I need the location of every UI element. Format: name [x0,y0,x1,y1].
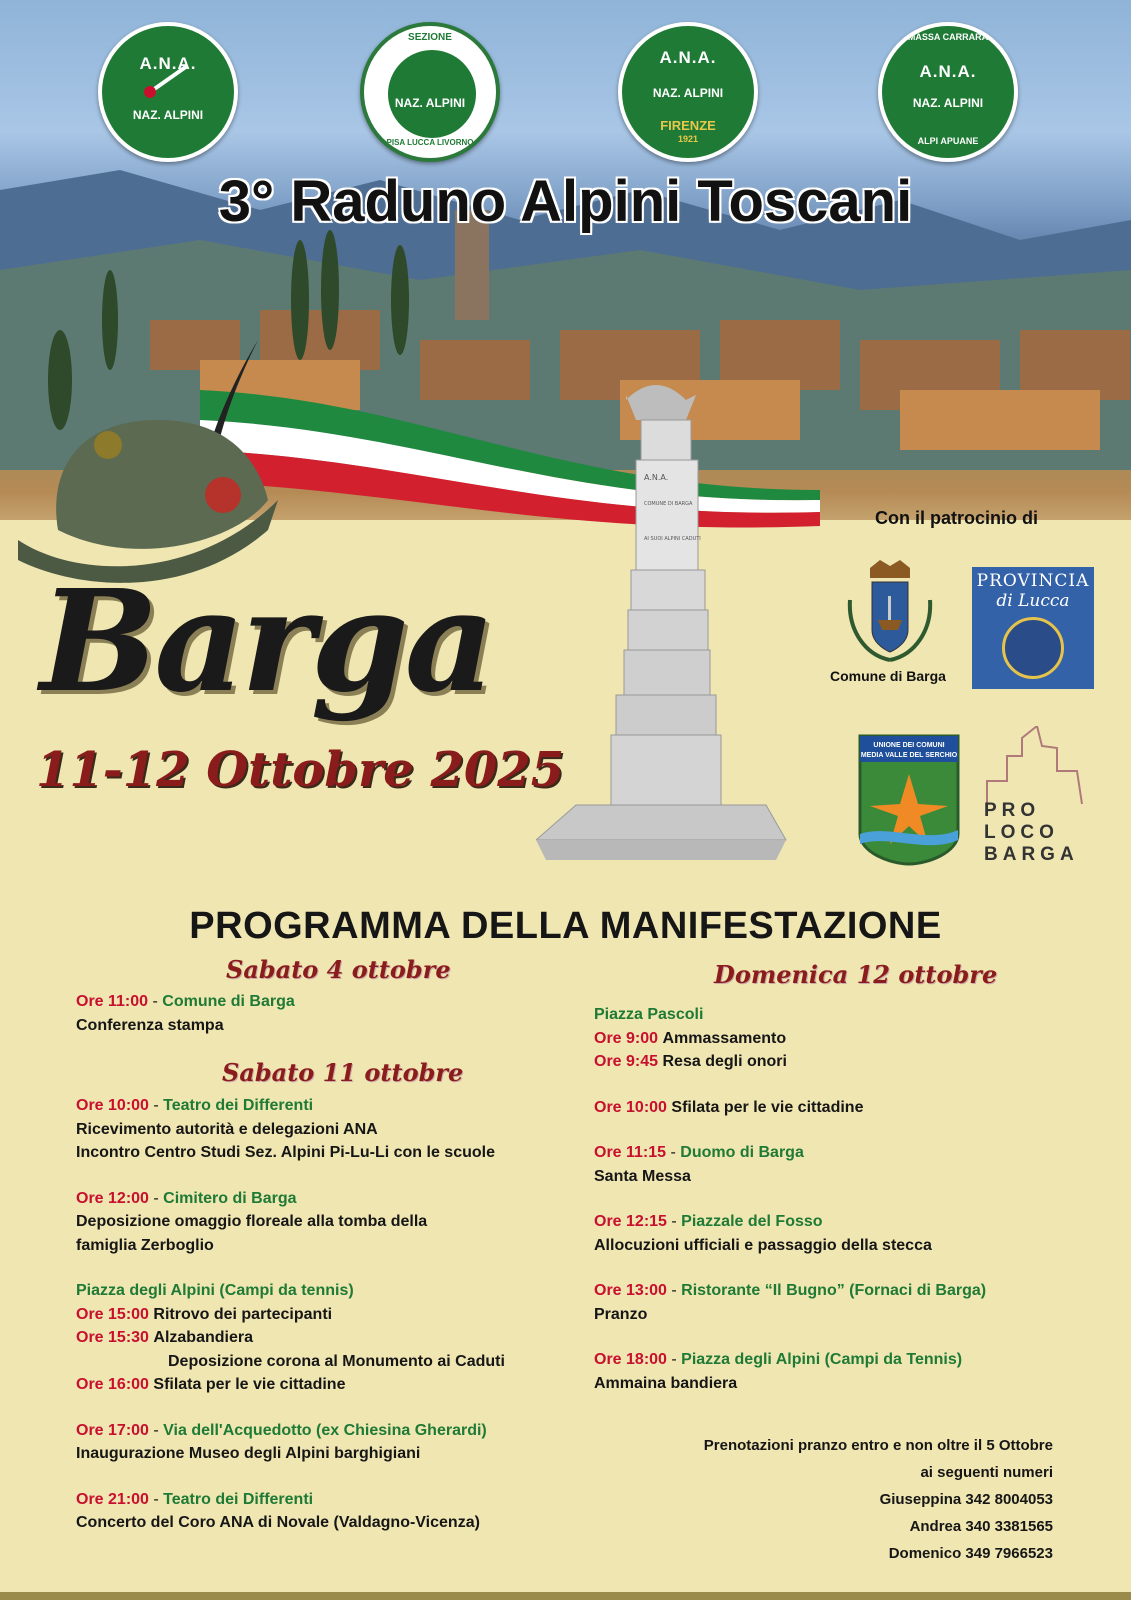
bottom-border [0,1592,1131,1600]
event-description: Sfilata per le vie cittadine [671,1098,864,1116]
schedule-line: Ore 13:00 - Ristorante “Il Bugno” (Fornaci di Barga) [594,1282,987,1299]
ana-national-logo [98,22,238,162]
schedule-line: Ore 11:00 - Comune di Barga [76,993,295,1010]
event-description: Pranzo [594,1305,648,1323]
svg-text:AI SUOI ALPINI CADUTI: AI SUOI ALPINI CADUTI [644,536,701,542]
event-time: Ore 17:00 [76,1421,149,1439]
war-memorial-illustration [536,380,796,880]
provincia-title: PROVINCIA [976,571,1090,591]
event-description: Ritrovo dei partecipanti [153,1305,333,1323]
event-time: Ore 13:00 [594,1282,667,1299]
event-description: Ammassamento [662,1029,787,1047]
event-description: Deposizione omaggio floreale alla tomba della [76,1213,428,1230]
schedule-left-day2 [76,1094,596,1535]
booking-line: Prenotazioni pranzo entro e non oltre il 5 Ottobre [703,1437,1053,1454]
schedule-line: Ore 17:00 - Via dell'Acquedotto (ex Chiesina Gherardi) [76,1421,487,1439]
svg-text:UNIONE DEI COMUNI: UNIONE DEI COMUNI [873,742,945,749]
event-time: Ore 9:00 [594,1029,659,1047]
schedule-line: Ore 12:15 - Piazzale del Fosso [594,1213,823,1230]
event-description: Concerto del Coro ANA di Novale (Valdagno-Vicenza) [76,1514,480,1531]
event-place: Via dell'Acquedotto (ex Chiesina Gherardi) [163,1421,487,1439]
ana-section-firenze-logo [618,22,758,162]
proloco-text: PRO LOCO BARGA [984,800,1079,865]
schedule-line: Ore 12:00 - Cimitero di Barga [76,1189,297,1207]
event-time: Ore 21:00 [76,1490,149,1508]
booking-line: ai seguenti numeri [920,1464,1053,1481]
schedule-line [594,1027,1094,1051]
event-place: Piazza degli Alpini (Campi da tennis) [76,1282,354,1299]
day-heading-11-october: Sabato 11 ottobre [222,1058,464,1087]
booking-info [704,1432,1053,1567]
event-description: Alzabandiera [153,1329,253,1346]
event-title: 3° Raduno Alpini Toscani [218,169,913,234]
logo-ana-text: A.N.A. [139,54,197,73]
day-heading-12-october: Domenica 12 ottobre [714,960,998,989]
event-place: Teatro dei Differenti [163,1490,314,1508]
event-place: Ristorante “Il Bugno” (Fornaci di Barga) [681,1282,987,1299]
event-description: Incontro Centro Studi Sez. Alpini Pi-Lu-Li con le scuole [76,1144,495,1161]
proloco-barga-logo [982,726,1092,806]
comune-barga-crest-icon [840,560,940,670]
event-time: Ore 15:00 [76,1305,149,1323]
logo-ana-text: A.N.A. [919,62,977,81]
event-place: Piazzale del Fosso [681,1213,823,1230]
schedule-line: Ore 10:00 - Teatro dei Differenti [76,1097,314,1114]
event-description: Allocuzioni ufficiali e passaggio della stecca [594,1236,932,1254]
provincia-lucca-logo [972,567,1094,689]
event-place: Cimitero di Barga [163,1189,297,1207]
logo-firenze-text: FIRENZE [660,118,716,133]
day-heading-4-october: Sabato 4 ottobre [226,955,451,984]
event-time: Ore 9:45 [594,1053,659,1070]
schedule-line: Ore 21:00 - Teatro dei Differenti [76,1490,314,1508]
event-description: Santa Messa [594,1167,691,1185]
provincia-seal-icon [1002,617,1064,679]
logo-ring-bottom: ALPI APUANE [917,136,979,146]
event-time: Ore 16:00 [76,1376,149,1393]
ana-section-massa-logo [878,22,1018,162]
event-time: Ore 18:00 [594,1351,667,1368]
event-place: Piazza degli Alpini (Campi da Tennis) [681,1351,963,1368]
event-time: Ore 11:15 [594,1144,667,1161]
schedule-line [76,1373,596,1397]
schedule-line [594,1050,1094,1074]
logo-year-text: 1921 [677,134,699,144]
event-time: Ore 10:00 [594,1098,667,1116]
event-time: Ore 11:00 [76,993,149,1010]
event-place: Duomo di Barga [680,1144,804,1161]
event-description: Resa degli onori [662,1053,787,1070]
logo-ring-bottom: PISA LUCCA LIVORNO [386,138,474,147]
schedule-right [594,1003,1094,1395]
comune-label: Comune di Barga [830,668,946,684]
event-description: Ricevimento autorità e delegazioni ANA [76,1120,378,1138]
logo-naz-text: NAZ. ALPINI [132,108,204,122]
event-time: Ore 12:00 [76,1189,149,1207]
logo-naz-text: NAZ. ALPINI [394,96,466,110]
schedule-line: Ore 18:00 - Piazza degli Alpini (Campi da Tennis) [594,1351,963,1368]
pompom-icon [144,86,156,98]
ana-section-pisa-logo [360,22,500,162]
unione-comuni-logo [858,734,960,866]
logo-naz-text: NAZ. ALPINI [652,86,724,100]
event-time: Ore 12:15 [594,1213,667,1230]
event-place: Teatro dei Differenti [163,1097,314,1114]
schedule-line [76,1326,596,1350]
event-time: Ore 15:30 [76,1329,149,1346]
event-description: Ammaina bandiera [594,1374,738,1392]
provincia-subtitle: di Lucca [996,591,1070,611]
event-description: Deposizione corona al Monumento ai Caduti [168,1352,505,1370]
event-time: Ore 10:00 [76,1097,149,1114]
svg-text:COMUNE DI BARGA: COMUNE DI BARGA [644,501,693,507]
logo-ring-top: SEZIONE [408,32,452,43]
patronage-heading: Con il patrocinio di [875,508,1038,528]
town-name: Barga [40,560,492,724]
svg-text:MEDIA VALLE DEL SERCHIO: MEDIA VALLE DEL SERCHIO [860,752,958,759]
svg-text:A.N.A.: A.N.A. [644,473,669,482]
event-description: Sfilata per le vie cittadine [153,1376,346,1393]
logo-ana-text: A.N.A. [659,48,717,67]
alpine-hat-illustration [18,330,278,590]
event-place: Piazza Pascoli [594,1006,704,1023]
logo-ana-text: A.N.A. [401,64,459,83]
event-description: Inaugurazione Museo degli Alpini barghigiani [76,1445,421,1462]
schedule-line [594,1096,1094,1120]
schedule-line [76,1303,596,1327]
logo-inner-circle [386,48,478,140]
event-place: Comune di Barga [162,993,295,1010]
booking-contact: Giuseppina 342 8004053 [879,1491,1053,1508]
schedule-line: Ore 11:15 - Duomo di Barga [594,1144,804,1161]
logo-ring-top: MASSA CARRARA [907,32,989,42]
booking-contact: Domenico 349 7966523 [888,1545,1053,1562]
event-description: famiglia Zerboglio [76,1236,214,1254]
schedule-left-day1 [76,990,586,1037]
event-dates: 11-12 Ottobre 2025 [36,742,565,798]
booking-contact: Andrea 340 3381565 [909,1518,1053,1535]
programme-title: PROGRAMMA DELLA MANIFESTAZIONE [189,905,942,947]
event-description: Conferenza stampa [76,1016,224,1034]
logo-naz-text: NAZ. ALPINI [912,96,984,110]
